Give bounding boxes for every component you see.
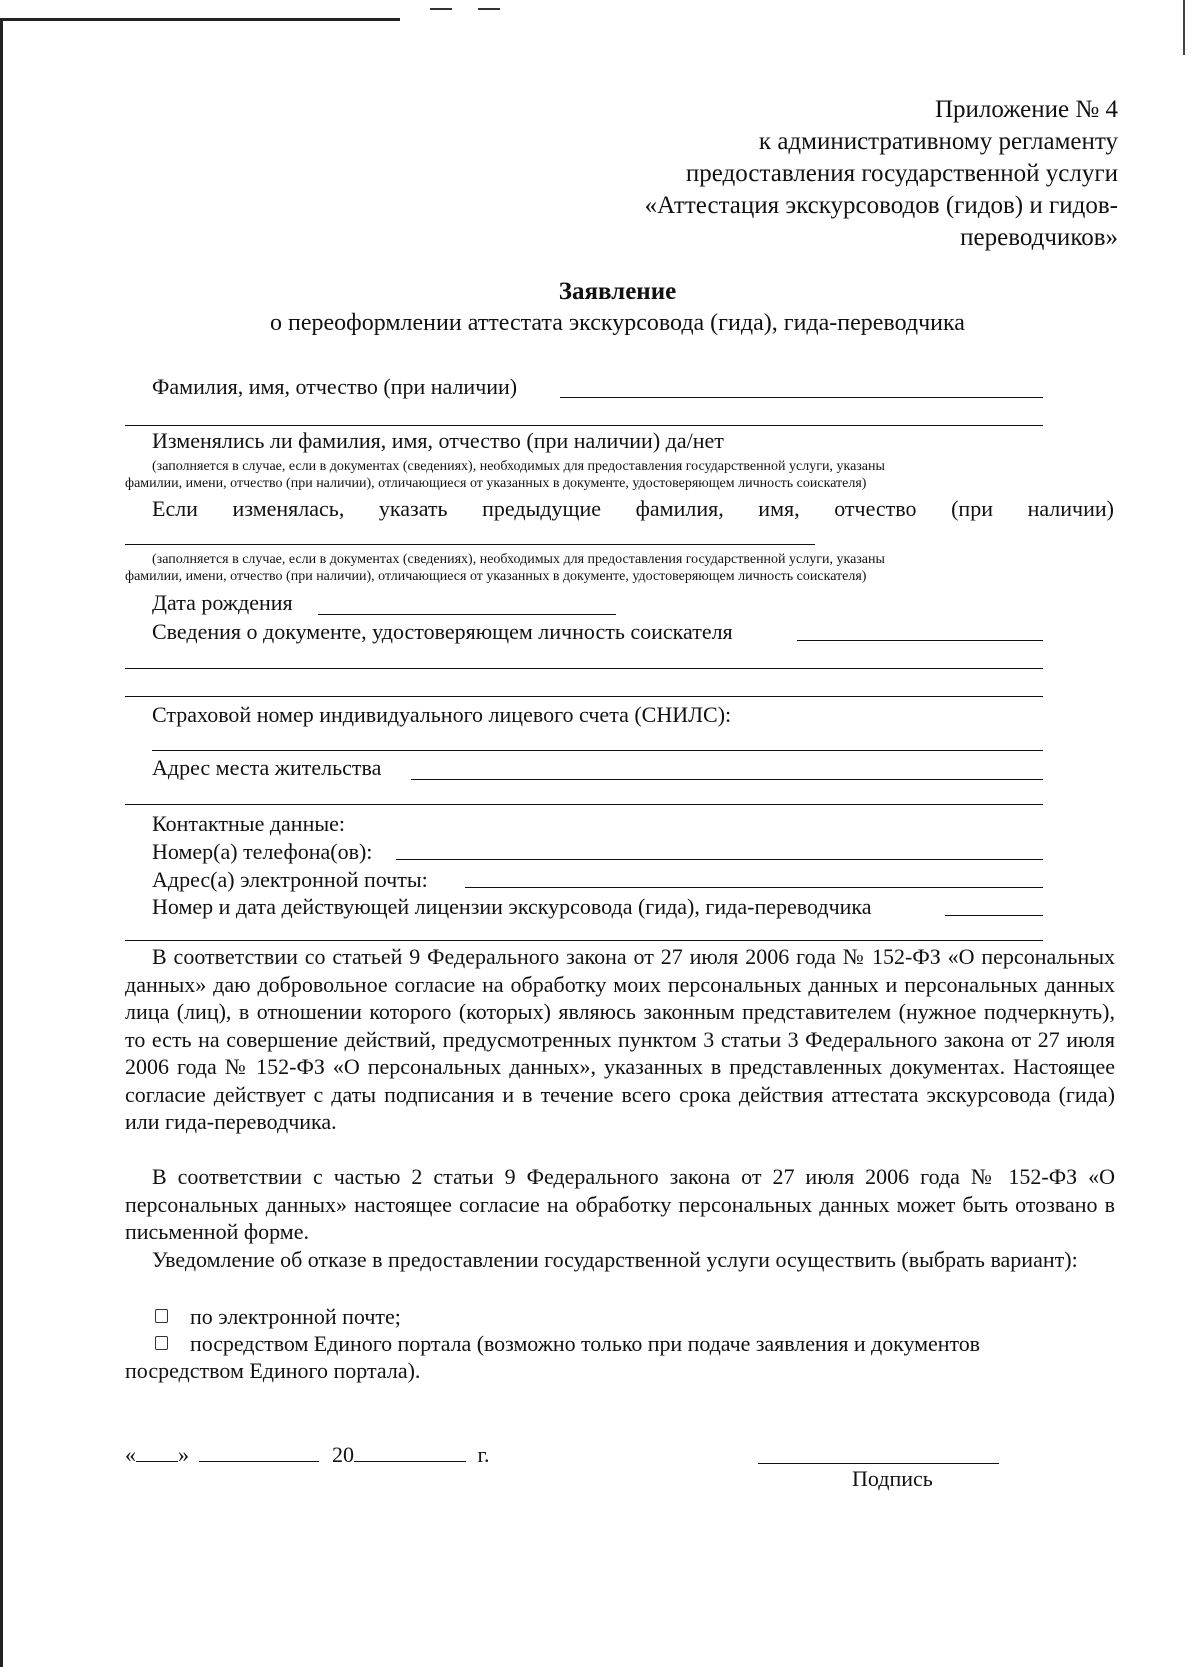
- scan-border-right: [1183, 0, 1185, 55]
- year-input-line[interactable]: [354, 1461, 466, 1462]
- option-portal-label-cont: посредством Единого портала).: [125, 1358, 421, 1383]
- phones-label: Номер(а) телефона(ов):: [152, 839, 373, 864]
- signature-label: Подпись: [852, 1466, 933, 1491]
- word: наличии): [1027, 496, 1114, 521]
- appendix-line: «Аттестация экскурсоводов (гидов) и гидов-: [644, 192, 1118, 219]
- name-changed-note: фамилии, имени, отчество (при наличии), отличающиеся от указанных в документе, удостоверяющем личность соискателя): [125, 476, 867, 491]
- appendix-line: Приложение № 4: [934, 96, 1118, 123]
- word: предыдущие: [482, 496, 602, 521]
- word: (при: [951, 496, 993, 521]
- emails-input-line[interactable]: [465, 887, 1043, 888]
- notification-paragraph: Уведомление об отказе в предоставлении государственной услуги осуществить (выбрать вариант):: [152, 1247, 1078, 1272]
- word: изменялась,: [232, 496, 345, 521]
- birth-date-input-line[interactable]: [318, 614, 616, 615]
- license-label: Номер и дата действующей лицензии экскурсовода (гида), гида-переводчика: [152, 894, 872, 919]
- option-email[interactable]: [155, 1304, 401, 1330]
- id-document-label: Сведения о документе, удостоверяющем личность соискателя: [152, 619, 733, 644]
- previous-name-note: (заполняется в случае, если в документах (сведениях), необходимых для предоставления государственной услуги, указаны: [152, 552, 885, 567]
- option-portal[interactable]: [155, 1331, 1115, 1357]
- license-input-line[interactable]: [945, 915, 1043, 916]
- id-document-input-line[interactable]: [797, 640, 1043, 641]
- id-document-input-line-2[interactable]: [125, 668, 1043, 669]
- scan-border-top: [0, 18, 400, 21]
- snils-label: Страховой номер индивидуального лицевого счета (СНИЛС):: [152, 702, 732, 727]
- scan-mark: [430, 8, 452, 10]
- name-changed-note: (заполняется в случае, если в документах (сведениях), необходимых для предоставления государственной услуги, указаны: [152, 459, 885, 474]
- address-input-line-2[interactable]: [125, 804, 1043, 805]
- appendix-line: предоставления государственной услуги: [685, 160, 1118, 187]
- previous-name-input-line[interactable]: [125, 544, 815, 545]
- phones-input-line[interactable]: [396, 859, 1043, 860]
- checkbox-icon[interactable]: [155, 1309, 168, 1323]
- fio-label: Фамилия, имя, отчество (при наличии): [152, 374, 518, 399]
- date-row: [125, 1442, 490, 1468]
- word: фамилия,: [635, 496, 724, 521]
- snils-input-line[interactable]: [152, 750, 1043, 751]
- document-title: Заявление: [558, 278, 677, 305]
- emails-label: Адрес(а) электронной почты:: [152, 867, 428, 892]
- revocation-paragraph: В соответствии с частью 2 статьи 9 Федерального закона от 27 июля 2006 года № 152-ФЗ «О персональных данных» настоящее согласие на обработку персональных данных может быть отозвано в письменной форме.: [125, 1164, 1115, 1244]
- appendix-line: переводчиков»: [960, 224, 1118, 251]
- appendix-line: к административному регламенту: [758, 128, 1118, 155]
- day-input-line[interactable]: [136, 1461, 178, 1462]
- year-suffix: г.: [477, 1442, 490, 1467]
- fio-input-line-2[interactable]: [125, 425, 1043, 426]
- id-document-input-line-3[interactable]: [125, 696, 1043, 697]
- consent-paragraph: В соответствии со статьей 9 Федерального закона от 27 июля 2006 года № 152-ФЗ «О персональных данных» даю добровольное согласие на обработку моих персональных данных и персональных данных лица (лиц), в отношении которого (которых) являюсь законным представителем (нужное подчеркнуть), то есть на совершение действий, предусмотренных пунктом 3 статьи 3 Федерального закона от 27 июля 2006 года № 152-ФЗ «О персональных данных», указанных в представленных документах. Настоящее согласие действует с даты подписания и в течение всего срока действия аттестата экскурсовода (гида) или гида-переводчика.: [125, 944, 1115, 1134]
- year-prefix: 20: [332, 1442, 354, 1467]
- checkbox-icon[interactable]: [155, 1336, 168, 1350]
- fio-input-line[interactable]: [560, 397, 1043, 398]
- previous-name-label: [152, 496, 1114, 522]
- date-close-quote: »: [178, 1442, 189, 1467]
- word: указать: [378, 496, 448, 521]
- address-label: Адрес места жительства: [152, 755, 382, 780]
- document-subtitle: о переоформлении аттестата экскурсовода (гида), гида-переводчика: [270, 310, 965, 336]
- address-input-line[interactable]: [411, 779, 1043, 780]
- scan-border-left: [0, 18, 3, 1667]
- license-input-line-2[interactable]: [125, 940, 1043, 941]
- month-input-line[interactable]: [199, 1461, 319, 1462]
- previous-name-note: фамилии, имени, отчество (при наличии), отличающиеся от указанных в документе, удостоверяющем личность соискателя): [125, 569, 867, 584]
- word: имя,: [758, 496, 800, 521]
- contacts-label: Контактные данные:: [152, 811, 345, 836]
- scan-mark: [478, 8, 500, 10]
- date-open-quote: «: [125, 1442, 136, 1467]
- option-portal-label: посредством Единого портала (возможно только при подаче заявления и документов: [190, 1331, 981, 1356]
- option-email-label: по электронной почте;: [190, 1304, 401, 1329]
- name-changed-label: Изменялись ли фамилия, имя, отчество (при наличии) да/нет: [152, 428, 724, 453]
- signature-input-line[interactable]: [758, 1463, 999, 1464]
- word: Если: [152, 496, 198, 521]
- word: отчество: [834, 496, 917, 521]
- birth-date-label: Дата рождения: [152, 590, 293, 615]
- appendix-header: [645, 94, 1118, 254]
